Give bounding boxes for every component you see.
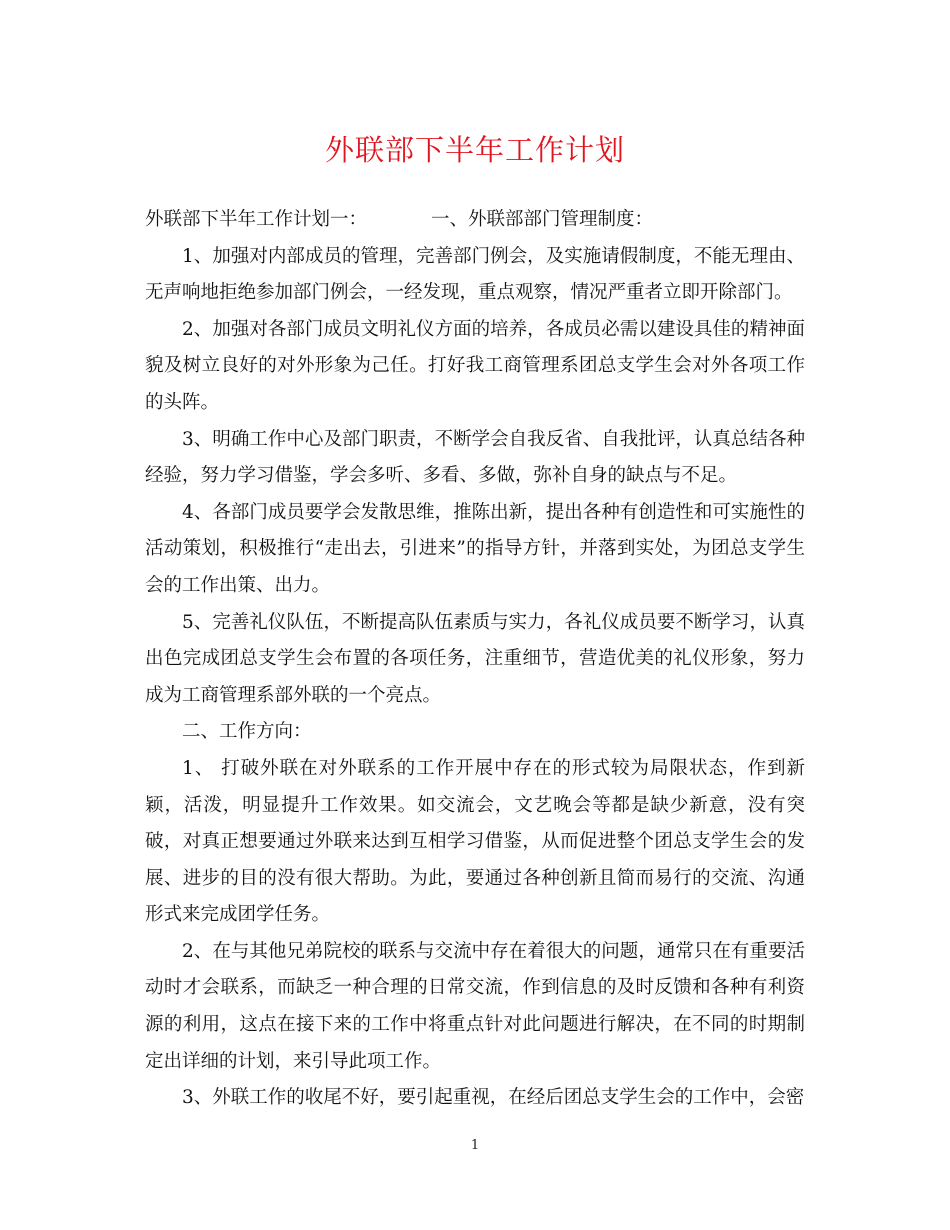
paragraph-2: 2、加强对各部门成员文明礼仪方面的培养，各成员必需以建设具佳的精神面貌及树立良好的对外形象为己任。打好我工商管理系团总支学生会对外各项工作的头阵。 — [145, 318, 805, 413]
paragraph-3: 3、明确工作中心及部门职责，不断学会自我反省、自我批评，认真总结各种经验，努力学习借鉴，学会多听、多看、多做，弥补自身的缺点与不足。 — [145, 428, 805, 487]
page-number: 1 — [470, 1138, 480, 1153]
paragraph-5: 5、完善礼仪队伍，不断提高队伍素质与实力，各礼仪成员要不断学习，认真出色完成团总支学生会布置的各项任务，注重细节，营造优美的礼仪形象，努力成为工商管理系部外联的一个亮点。 — [145, 611, 805, 706]
paragraph-7: 2、在与其他兄弟院校的联系与交流中存在着很大的问题，通常只在有重要活动时才会联系，而缺乏一种合理的日常交流，作到信息的及时反馈和各种有利资源的利用，这点在接下来的工作中将重点针对此问题进行解决，在不同的时期制定出详细的计划，来引导此项工作。 — [145, 940, 805, 1072]
intro-left: 外联部下半年工作计划一： — [145, 209, 368, 230]
document-title: 外联部下半年工作计划 — [324, 133, 625, 167]
section-heading-2: 二、工作方向： — [182, 721, 312, 743]
intro-right: 一、外联部部门管理制度： — [431, 209, 654, 230]
paragraph-6: 1、 打破外联在对外联系的工作开展中存在的形式较为局限状态，作到新颖，活泼，明显提升工作效果。如交流会，文艺晚会等都是缺少新意，没有突破，对真正想要通过外联来达到互相学习借鉴，从而促进整个团总支学生会的发展、进步的目的没有很大帮助。为此，要通过各种创新且简而易行的交流、沟通形式来完成团学任务。 — [145, 757, 805, 926]
intro-line — [145, 202, 805, 239]
paragraph-4: 4、各部门成员要学会发散思维，推陈出新，提出各种有创造性和可实施性的活动策划，积极推行“走出去，引进来”的指导方针，并落到实处，为团总支学生会的工作出策、出力。 — [145, 501, 805, 596]
paragraph-1: 1、加强对内部成员的管理，完善部门例会，及实施请假制度，不能无理由、无声响地拒绝参加部门例会，一经发现，重点观察，情况严重者立即开除部门。 — [145, 245, 805, 304]
paragraph-8: 3、外联工作的收尾不好，要引起重视，在经后团总支学生会的工作中，会密 — [182, 1087, 805, 1109]
document-body — [145, 202, 805, 1117]
